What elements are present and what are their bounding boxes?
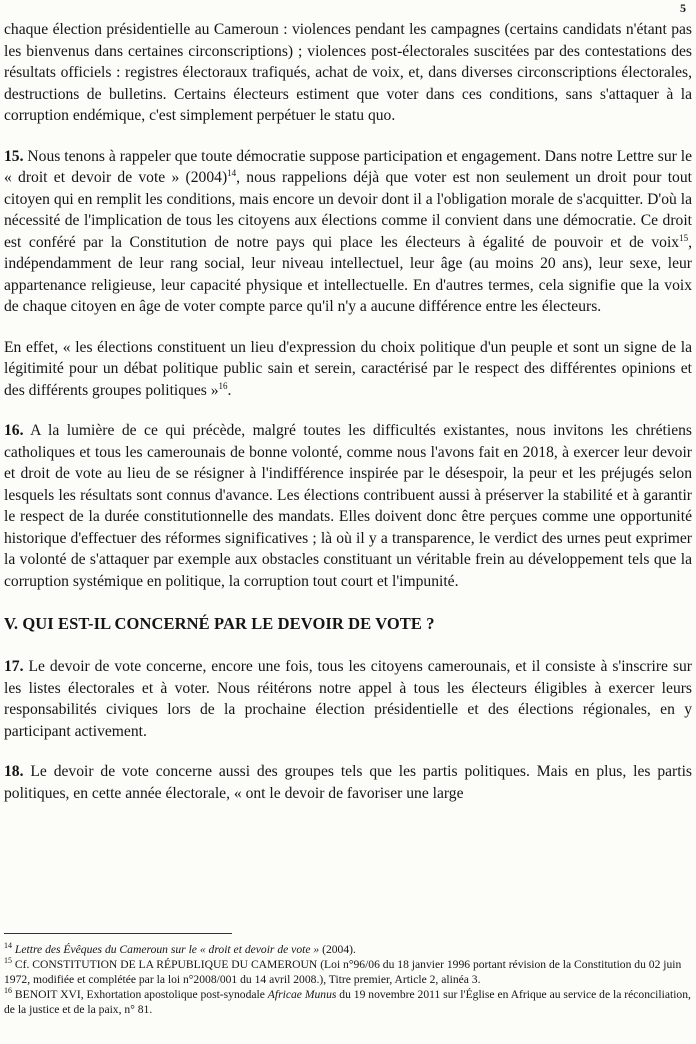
footnotes bbox=[4, 933, 692, 1017]
paragraph-number: 15. bbox=[4, 147, 24, 165]
paragraph-number: 16. bbox=[4, 422, 24, 439]
paragraph-15-continued bbox=[4, 337, 692, 402]
paragraph-text: Le devoir de vote concerne, encore une fois, tous les citoyens camerounais, et il consiste à s'inscrire sur les listes électorales et à voter. Nous réitérons notre appel à tous les électeurs éligibles à exercer leurs responsabilités civiques lors de la prochaine élection présidentielle et des élections régionales, en y participant activement. bbox=[4, 658, 692, 740]
footnote-15 bbox=[4, 957, 692, 987]
footnote-mark: 16 bbox=[4, 986, 12, 996]
paragraph-number: 18. bbox=[4, 763, 24, 780]
page-number: 5 bbox=[680, 1, 686, 15]
paragraph-number: 17. bbox=[4, 658, 24, 675]
footnote-title: Lettre des Évêques du Cameroun sur le « droit et devoir de vote » bbox=[14, 943, 320, 956]
body-text bbox=[4, 19, 692, 804]
footnote-ref-15[interactable]: 15 bbox=[679, 232, 689, 243]
footnote-ref-14[interactable]: 14 bbox=[227, 167, 237, 178]
paragraph-text: , indépendamment de leur rang social, leur niveau intellectuel, leur âge (au moins 20 ans), leur sexe, leur appartenance religieuse, leur capacité physique et intellectuelle. En d'autres termes, cela signifie que la voix de chaque citoyen en âge de voter compte parce qu'il n'y a aucune différence entre les électeurs. bbox=[4, 233, 692, 315]
paragraph-text: Nous tenons à rappeler que toute démocratie suppose participation et engagement. Dans notre Lettre sur le « droit et devoir de vote » (2004) bbox=[4, 147, 692, 186]
section-heading: V. QUI EST-IL CONCERNÉ PAR LE DEVOIR DE VOTE ? bbox=[4, 614, 435, 633]
footnote-title: Africae Munus bbox=[267, 988, 337, 1001]
footnote-text: du 19 novembre 2011 sur l'Église en Afrique au service de la réconciliation, de la justice et de la paix, n° 81. bbox=[4, 988, 691, 1016]
footnote-text: Cf. CONSTITUTION DE LA RÉPUBLIQUE DU CAMEROUN (Loi n°96/06 du 18 janvier 1996 portant révision de la Constitution du 02 juin 1972, modifiée et complétée par la loi n°2008/001 du 14 avril 2008.), Titre premier, Article 2, alinéa 3. bbox=[4, 958, 682, 986]
footnote-16 bbox=[4, 987, 692, 1017]
paragraph-18 bbox=[4, 761, 692, 804]
paragraph-15 bbox=[4, 146, 692, 318]
footnote-divider bbox=[4, 933, 232, 934]
paragraph-17 bbox=[4, 656, 692, 742]
paragraph-14-continued: chaque élection présidentielle au Cameroun : violences pendant les campagnes (certains candidats n'étant pas les bienvenus dans certaines circonscriptions) ; violences post-électorales suscitées par des contestations des résultats officiels : registres électoraux trafiqués, achat de voix, et, dans diverses circonscriptions électorales, destructions de bulletins. Certains électeurs estiment que voter dans ces conditions, sans s'attaquer à la corruption endémique, c'est simplement perpétuer le statu quo. bbox=[4, 21, 692, 124]
footnote-ref-16[interactable]: 16 bbox=[218, 380, 228, 391]
footnote-text: (2004). bbox=[319, 943, 356, 956]
paragraph-16 bbox=[4, 420, 692, 592]
footnote-mark: 15 bbox=[4, 956, 12, 966]
paragraph-text: En effet, « les élections constituent un lieu d'expression du choix politique d'un peuple et sont un signe de la légitimité pour un débat politique public sain et serein, caractérisé par le respect des différentes opinions et des différents groupes politiques » bbox=[4, 338, 692, 399]
footnote-text: BENOIT XVI, Exhortation apostolique post-synodale bbox=[14, 988, 268, 1001]
paragraph-text: , nous rappelions déjà que voter est non seulement un droit pour tout citoyen qui en remplit les conditions, mais encore un devoir dont il a l'obligation morale de s'acquitter. D'où la nécessité de l'implication de tous les citoyens aux élections comme il convient dans une démocratie. Ce droit est conféré par la Constitution de notre pays qui place les électeurs à égalité de pouvoir et de voix bbox=[4, 169, 692, 251]
paragraph-text: Le devoir de vote concerne aussi des groupes tels que les partis politiques. Mais en plus, les partis politiques, en cette année électorale, « ont le devoir de favoriser une large bbox=[4, 763, 692, 802]
footnote-mark: 14 bbox=[4, 941, 12, 951]
paragraph-text: A la lumière de ce qui précède, malgré toutes les difficultés existantes, nous invitons les chrétiens catholiques et tous les camerounais de bonne volonté, comme nous l'avons fait en 2018, à exercer leur devoir et droit de vote au lieu de se résigner à l'indifférence inspirée par le désespoir, la peur et les préjugés selon lesquels les résultats sont connus d'avance. Les élections contribuent aussi à préserver la stabilité et à garantir le respect de la durée constitutionnelle des mandats. Elles doivent donc être perçues comme une opportunité historique d'effectuer des réformes significatives ; là où il y a transparence, le verdict des urnes peut exprimer la volonté de s'attaquer par exemple aux obstacles constituant un véritable frein au développement tels que la corruption systémique en politique, la corruption tout court et l'impunité. bbox=[4, 422, 692, 590]
paragraph-text: . bbox=[227, 381, 232, 399]
footnote-14 bbox=[4, 942, 692, 957]
